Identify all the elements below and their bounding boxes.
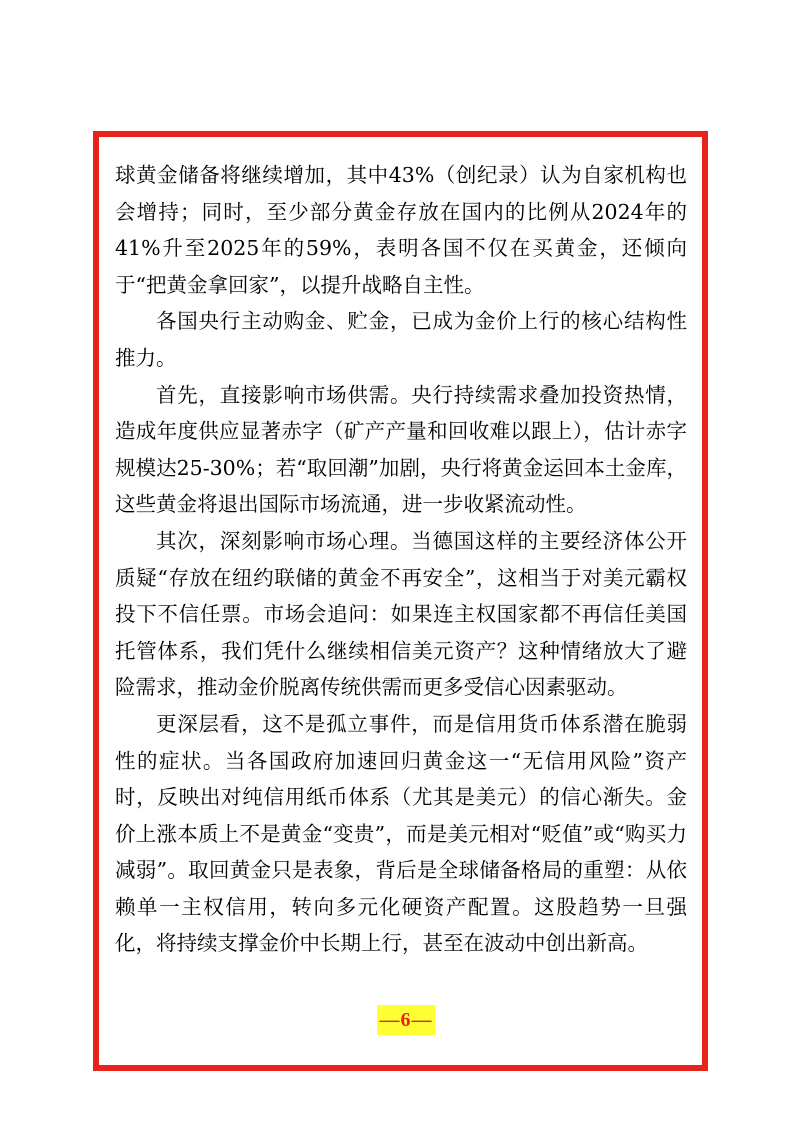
- article-body: [115, 157, 687, 962]
- paragraph-continuation: 球黄金储备将继续增加，其中43%（创纪录）认为自家机构也会增持；同时，至少部分黄金存放在国内的比例从2024年的41%升至2025年的59%，表明各国不仅在买黄金，还倾向于“把黄金拿回家”，以提升战略自主性。: [115, 163, 687, 297]
- paragraph-central-bank-buying: 各国央行主动购金、贮金，已成为金价上行的核心结构性推力。: [115, 309, 687, 370]
- page-border-frame: [93, 131, 708, 1071]
- paragraph-supply-demand: 首先，直接影响市场供需。央行持续需求叠加投资热情，造成年度供应显著赤字（矿产产量和回收难以跟上），估计赤字规模达25-30%；若“取回潮”加剧，央行将黄金运回本土金库，这些黄金将退出国际市场流通，进一步收紧流动性。: [115, 382, 687, 517]
- paragraph-market-psychology: 其次，深刻影响市场心理。当德国这样的主要经济体公开质疑“存放在纽约联储的黄金不再安全”，这相当于对美元霸权投下不信任票。市场会追问：如果连主权国家都不再信任美国托管体系，我们凭什么继续相信美元资产？这种情绪放大了避险需求，推动金价脱离传统供需而更多受信心因素驱动。: [115, 528, 687, 700]
- paragraph-credit-system: 更深层看，这不是孤立事件，而是信用货币体系潜在脆弱性的症状。当各国政府加速回归黄金这一“无信用风险”资产时，反映出对纯信用纸币体系（尤其是美元）的信心渐失。金价上涨本质上不是黄金“变贵”，而是美元相对“贬值”或“购买力减弱”。取回黄金只是表象，背后是全球储备格局的重塑：从依赖单一主权信用，转向多元化硬资产配置。这股趋势一旦强化，将持续支撑金价中长期上行，甚至在波动中创出新高。: [115, 711, 687, 956]
- page-number: —6—: [377, 1005, 435, 1035]
